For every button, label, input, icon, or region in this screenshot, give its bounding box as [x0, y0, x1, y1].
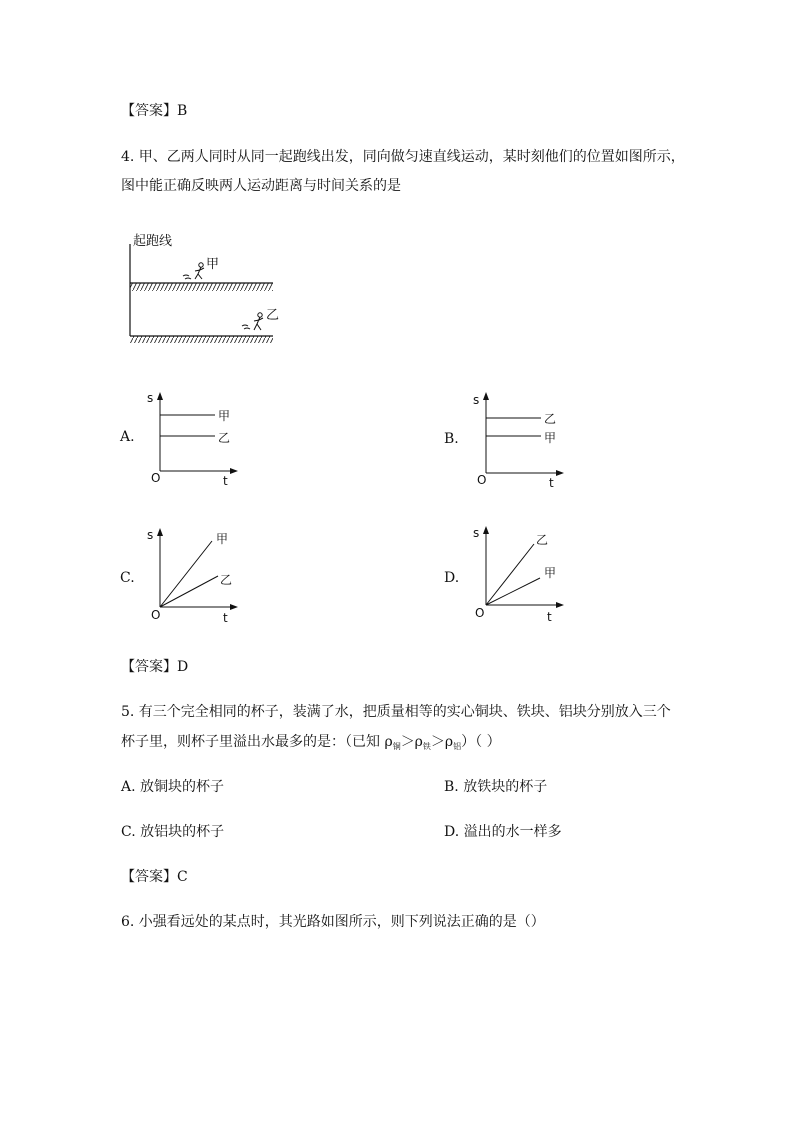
option-key: B.: [444, 779, 459, 795]
option-text: 放铁块的杯子: [463, 779, 548, 795]
origin-label: O: [477, 473, 487, 487]
origin-label: O: [475, 606, 485, 620]
answer-line-q3: [121, 102, 187, 120]
runner-a-icon: [183, 263, 204, 279]
option-a-key: A.: [120, 429, 135, 445]
greater-than-2: ＞ρ: [430, 734, 454, 750]
q5-option-c: [121, 823, 224, 841]
upper-line-label: 甲: [216, 532, 229, 546]
answer-line-q4: [121, 658, 188, 676]
q5-text-line2: [121, 733, 501, 756]
copper-subscript: 铜: [392, 742, 401, 751]
runner-b-label: 乙: [266, 308, 280, 323]
axis-t-label: t: [547, 610, 552, 624]
iron-subscript: 铁: [422, 742, 431, 751]
option-d-key: D.: [444, 570, 460, 586]
option-b-key: B.: [444, 431, 459, 447]
q4-text-line2: 图中能正确反映两人运动距离与时间关系的是: [121, 178, 401, 194]
graph-option-a: [140, 390, 250, 490]
q5-option-d: [444, 823, 562, 841]
axis-t-label: t: [549, 476, 554, 490]
start-line-label: 起跑线: [133, 234, 173, 249]
lower-line-label: 甲: [544, 431, 557, 445]
q5-option-a: [121, 778, 224, 796]
answer-label: 【答案】: [121, 869, 177, 885]
q6-text-line1: 6. 小强看远处的某点时，其光路如图所示，则下列说法正确的是（）: [121, 914, 545, 930]
axis-s-label: s: [473, 393, 480, 407]
upper-line-label: 乙: [536, 533, 549, 547]
upper-line-label: 甲: [218, 409, 231, 423]
option-text: 放铜块的杯子: [140, 779, 225, 795]
q5-line2-post: ）（ ）: [461, 734, 501, 750]
axis-t-label: t: [223, 474, 228, 488]
q4-text-line1: 4. 甲、乙两人同时从同一起跑线出发，同向做匀速直线运动，某时刻他们的位置如图所示，: [121, 149, 685, 165]
lower-line-label: 甲: [544, 566, 557, 580]
answer-value: D: [177, 659, 189, 675]
upper-line-label: 乙: [544, 412, 557, 426]
axis-s-label: s: [147, 528, 154, 542]
answer-value: C: [177, 869, 188, 885]
graph-option-b: [466, 390, 576, 490]
axis-s-label: s: [147, 391, 154, 405]
axis-s-label: s: [473, 526, 480, 540]
option-key: C.: [121, 824, 136, 840]
q5-text-line1: 5. 有三个完全相同的杯子，装满了水，把质量相等的实心铜块、铁块、铝块分别放入三个: [121, 704, 671, 720]
option-text: 放铝块的杯子: [140, 824, 225, 840]
aluminum-subscript: 铝: [453, 742, 462, 751]
graph-option-d: [466, 524, 576, 628]
answer-label: 【答案】: [121, 103, 177, 119]
runner-b-icon: [242, 313, 263, 330]
option-text: 溢出的水一样多: [463, 824, 562, 840]
answer-label: 【答案】: [121, 659, 177, 675]
greater-than-1: ＞ρ: [400, 734, 423, 750]
option-key: D.: [444, 824, 460, 840]
option-key: A.: [121, 779, 136, 795]
answer-value: B: [177, 103, 188, 119]
lower-line-label: 乙: [220, 573, 233, 587]
lower-line-label: 乙: [218, 431, 231, 445]
race-track-figure: [125, 226, 285, 346]
option-c-key: C.: [120, 570, 135, 586]
origin-label: O: [151, 471, 161, 485]
origin-label: O: [151, 608, 161, 622]
graph-option-c: [140, 526, 250, 630]
q5-option-b: [444, 778, 547, 796]
answer-line-q5: [121, 868, 188, 886]
axis-t-label: t: [223, 611, 228, 625]
q5-line2-pre: 杯子里，则杯子里溢出水最多的是：（已知 ρ: [121, 734, 393, 750]
runner-a-label: 甲: [206, 257, 220, 272]
